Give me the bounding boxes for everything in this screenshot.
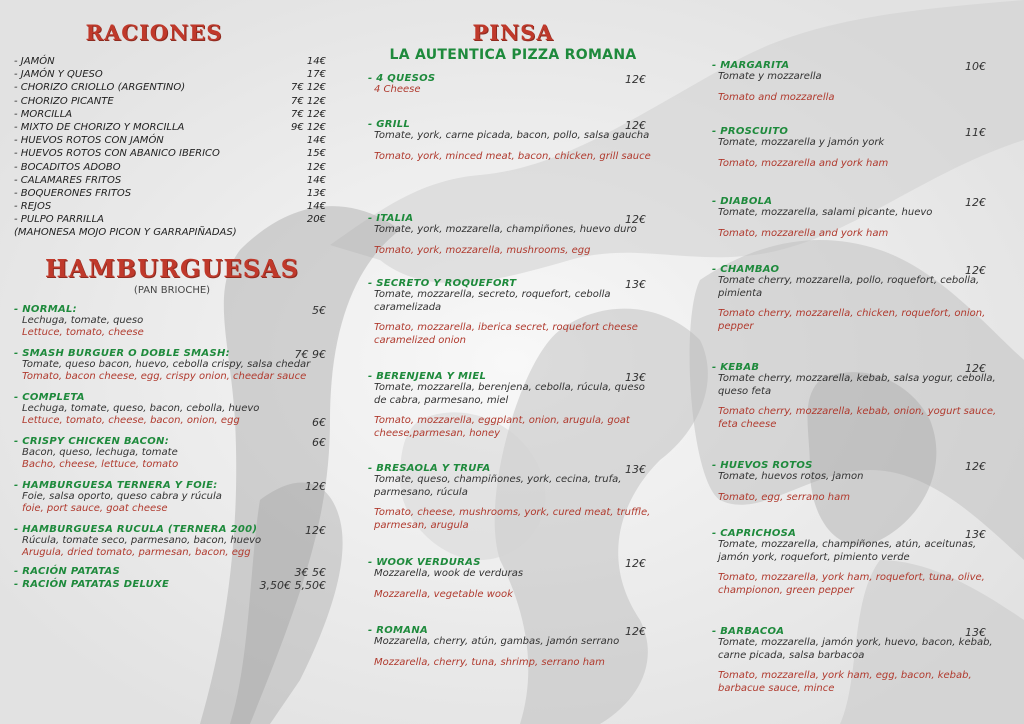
pinsa-name: - SECRETO Y ROQUEFORT (368, 278, 517, 289)
pinsa-name: - CHAMBAO (712, 264, 780, 275)
hamburguesa-desc-en: Tomato, bacon cheese, egg, crispy onion, cheedar sauce (22, 371, 307, 383)
hamburguesa-item (14, 480, 330, 516)
racion-item (14, 81, 330, 94)
pinsa-name: - ITALIA (368, 213, 414, 224)
racion-price: 7€ 12€ (291, 82, 326, 94)
hamburguesa-desc-en: Bacho, cheese, lettuce, tomato (22, 459, 179, 471)
racion-item (14, 200, 330, 213)
pinsa-name: - GRILL (368, 119, 411, 130)
pinsa-desc-es: Tomate cherry, mozzarella, kebab, salsa yogur, cebolla, queso feta (718, 373, 996, 397)
hamburguesa-name: - SMASH BURGUER O DOBLE SMASH: (14, 347, 230, 359)
pinsa-desc-en: Tomato, cheese, mushrooms, york, cured meat, truffle, parmesan, arugula (374, 507, 651, 531)
pinsa-desc-es: Tomate, mozzarella, jamón york, huevo, bacon, kebab, carne picada, salsa barbacoa (718, 637, 993, 661)
raciones-title: RACIONES (85, 20, 223, 45)
pinsa-desc-es: Tomate, york, carne picada, bacon, pollo, salsa gaucha (374, 130, 650, 141)
pinsa-name: - DIABOLA (712, 196, 773, 207)
pinsa-item (712, 460, 998, 504)
hamburguesa-desc-en: Lettuce, tomato, cheese (22, 327, 144, 339)
pinsa-desc-es: Tomate, york, mozzarella, champiñones, huevo duro (374, 224, 637, 235)
pinsa-desc-es: Tomate cherry, mozzarella, pollo, roquefort, cebolla, pimienta (718, 275, 980, 299)
racion-price: 13€ (306, 187, 326, 199)
pinsa-desc-es: Tomate, mozzarella y jamón york (718, 137, 885, 148)
pinsa-price: 12€ (965, 460, 986, 473)
pinsa-desc-en: Mozzarella, cherry, tuna, shrimp, serrano ham (374, 656, 605, 668)
racion-item (14, 226, 330, 239)
hamburguesa-price: 12€ (305, 523, 326, 537)
hamburguesa-price: 3,50€ 5,50€ (259, 578, 326, 592)
pinsa-desc-es: Tomate, huevos rotos, jamon (718, 471, 864, 482)
pinsa-desc-en: Tomato, york, mozzarella, mushrooms, egg (374, 244, 591, 256)
pinsa-price: 12€ (625, 625, 646, 638)
pinsa-item (712, 528, 998, 597)
racion-name: - BOQUERONES FRITOS (14, 187, 132, 199)
hamburguesa-desc-en: Arugula, dried tomato, parmesan, bacon, egg (22, 547, 251, 559)
pinsa-name: - HUEVOS ROTOS (712, 460, 813, 471)
hamburguesa-desc-es: Foie, salsa oporto, queso cabra y rúcula (22, 490, 222, 502)
pinsa-desc-es: Tomate, mozzarella, berenjena, cebolla, rúcula, queso de cabra, parmesano, miel (374, 382, 645, 406)
pinsa-price: 12€ (625, 119, 646, 132)
hamburguesa-price: 3€ 5€ (294, 565, 326, 579)
racion-name: - PULPO PARRILLA (14, 214, 104, 226)
racion-name: - JAMÓN Y QUESO (14, 69, 103, 81)
racion-price: 7€ 12€ (291, 108, 326, 120)
pinsa-name: - BRESAOLA Y TRUFA (368, 463, 491, 474)
hamburguesa-name: - COMPLETA (14, 391, 85, 403)
pinsa-subtitle: LA AUTENTICA PIZZA ROMANA (389, 47, 637, 63)
racion-item (14, 174, 330, 187)
racion-item (14, 213, 330, 226)
pinsa-price: 13€ (625, 463, 646, 476)
pinsa-name: - WOOK VERDURAS (368, 557, 481, 568)
racion-name: (MAHONESA MOJO PICON Y GARRAPIÑADAS) (14, 227, 237, 239)
hamburguesa-price: 12€ (305, 479, 326, 493)
pinsa-desc-es: Tomate, mozzarella, champiñones, atún, aceitunas, jamón york, roquefort, pimiento verde (718, 539, 977, 563)
hamburguesa-item (14, 579, 330, 590)
racion-name: - HUEVOS ROTOS CON ABANICO IBERICO (14, 148, 220, 160)
hamburguesa-price: 6€ (312, 435, 326, 449)
hamburguesa-item (14, 304, 330, 340)
racion-item (14, 161, 330, 174)
racion-item (14, 68, 330, 81)
pinsa-item (712, 196, 998, 240)
pinsa-name: - PROSCUITO (712, 126, 789, 137)
pinsa-item (368, 73, 658, 97)
pinsa-name: - MARGARITA (712, 60, 790, 71)
pinsa-price: 13€ (625, 278, 646, 291)
pinsa-item (368, 213, 658, 257)
hamburguesa-desc-en: Lettuce, tomato, cheese, bacon, onion, egg (22, 415, 240, 427)
pinsa-desc-en: Mozzarella, vegetable wook (374, 588, 513, 600)
racion-price: 14€ (306, 56, 326, 67)
pinsa-name: - ROMANA (368, 625, 429, 636)
pinsa-price: 10€ (965, 60, 986, 73)
pinsa-desc-es: Tomate, queso, champiñones, york, cecina, trufa, parmesano, rúcula (374, 474, 622, 498)
pinsa-item (368, 371, 658, 440)
racion-name: - REJOS (14, 201, 52, 213)
pinsa-price: 12€ (965, 196, 986, 209)
pinsa-desc-es: Tomate, mozzarella, salami picante, huevo (718, 207, 933, 218)
pinsa-item (712, 60, 998, 104)
pinsa-desc-es: Tomate y mozzarella (718, 71, 822, 82)
racion-name: - CHORIZO CRIOLLO (ARGENTINO) (14, 82, 186, 94)
hamburguesa-name: - CRISPY CHICKEN BACON: (14, 435, 170, 447)
column-left (14, 0, 330, 590)
pinsa-price: 11€ (965, 126, 986, 139)
racion-item (14, 95, 330, 108)
hamburguesa-desc-es: Tomate, queso bacon, huevo, cebolla crispy, salsa chedar (22, 358, 311, 370)
racion-name: - JAMÓN (14, 56, 55, 67)
pinsa-price: 13€ (965, 626, 986, 639)
racion-item (14, 55, 330, 68)
hamburguesa-item (14, 566, 330, 577)
pinsa-name: - KEBAB (712, 362, 760, 373)
pinsa-price: 12€ (965, 264, 986, 277)
racion-price: 14€ (306, 174, 326, 186)
racion-price: 12€ (306, 161, 326, 173)
pinsa-item (712, 264, 998, 333)
hamburguesa-price: 7€ 9€ (294, 347, 326, 361)
hamburguesa-name: - HAMBURGUESA RUCULA (TERNERA 200) (14, 523, 258, 535)
racion-price: 7€ 12€ (291, 95, 326, 107)
hamburguesa-desc-es: Lechuga, tomate, queso (22, 314, 144, 326)
pinsa-name: - 4 QUESOS (368, 73, 436, 84)
pinsa-desc-en: Tomato, mozzarella and york ham (718, 227, 889, 239)
hamburguesa-name: - HAMBURGUESA TERNERA Y FOIE: (14, 479, 218, 491)
pinsa-desc-en: Tomato cherry, mozzarella, kebab, onion, yogurt sauce, feta cheese (718, 406, 997, 430)
racion-name: - HUEVOS ROTOS CON JAMÓN (14, 135, 164, 147)
column-middle (368, 0, 658, 668)
hamburguesas-list (14, 304, 330, 590)
pinsa-desc-en: Tomato, mozzarella, york ham, egg, bacon, kebab, barbacue sauce, mince (718, 670, 972, 694)
pinsa-desc-en: Tomato, york, minced meat, bacon, chicken, grill sauce (374, 150, 651, 162)
pinsa-desc-en: Tomato, egg, serrano ham (718, 491, 851, 503)
hamburguesa-name: - RACIÓN PATATAS (14, 565, 120, 577)
racion-name: - MIXTO DE CHORIZO Y MORCILLA (14, 121, 185, 133)
pinsa-desc-es: Tomate, mozzarella, secreto, roquefort, cebolla caramelizada (374, 289, 611, 313)
hamburguesa-desc-en: foie, port sauce, goat cheese (22, 503, 168, 515)
pinsa-desc-en: Tomato, mozzarella, eggplant, onion, arugula, goat cheese,parmesan, honey (374, 415, 630, 439)
pinsa-desc-es: Mozzarella, cherry, atún, gambas, jamón serrano (374, 636, 620, 647)
hamburguesa-price: 5€ (312, 303, 326, 317)
pinsa-desc-en: Tomato, mozzarella and york ham (718, 157, 889, 169)
racion-name: - BOCADITOS ADOBO (14, 161, 121, 173)
hamburguesas-title: HAMBURGUESAS (44, 253, 300, 283)
hamburguesa-name: - NORMAL: (14, 303, 77, 315)
racion-name: - CHORIZO PICANTE (14, 95, 114, 107)
pinsa-price: 12€ (965, 362, 986, 375)
pinsa-item (368, 625, 658, 669)
pinsa-title: PINSA (472, 20, 554, 45)
racion-item (14, 121, 330, 134)
pinsa-desc-en: Tomato, mozzarella, iberica secret, roquefort cheese caramelized onion (374, 322, 638, 346)
racion-item (14, 187, 330, 200)
hamburguesas-subtitle: (PAN BRIOCHE) (133, 284, 211, 296)
pinsa-desc-en: Tomato cherry, mozzarella, chicken, roquefort, onion, pepper (718, 308, 986, 332)
pinsa-item (712, 362, 998, 431)
hamburguesa-desc-es: Lechuga, tomate, queso, bacon, cebolla, huevo (22, 402, 260, 414)
pinsa-price: 13€ (965, 528, 986, 541)
hamburguesa-desc-es: Bacon, queso, lechuga, tomate (22, 446, 178, 458)
hamburguesa-item (14, 436, 330, 472)
racion-name: - CALAMARES FRITOS (14, 174, 122, 186)
racion-price: 9€ 12€ (291, 121, 326, 133)
racion-price: 14€ (306, 201, 326, 213)
pinsa-item (368, 278, 658, 347)
pinsa-price: 12€ (625, 557, 646, 570)
hamburguesa-desc-es: Rúcula, tomate seco, parmesano, bacon, huevo (22, 534, 262, 546)
racion-item (14, 108, 330, 121)
racion-price: 15€ (306, 148, 326, 160)
pinsa-desc-en: 4 Cheese (374, 84, 421, 95)
hamburguesa-item (14, 348, 330, 384)
hamburguesa-name: - RACIÓN PATATAS DELUXE (14, 578, 170, 590)
pinsa-price: 13€ (625, 371, 646, 384)
pinsa-item (712, 626, 998, 695)
racion-item (14, 134, 330, 147)
hamburguesa-item (14, 392, 330, 428)
pinsa-item (368, 119, 658, 163)
pinsa-desc-en: Tomato, mozzarella, york ham, roquefort, tuna, olive, championon, green pepper (718, 572, 985, 596)
hamburguesa-item (14, 524, 330, 560)
pinsa-name: - BARBACOA (712, 626, 785, 637)
racion-name: - MORCILLA (14, 108, 73, 120)
pinsa-item (712, 126, 998, 170)
pinsa-price: 12€ (625, 73, 646, 86)
racion-item (14, 147, 330, 160)
raciones-list (14, 55, 330, 240)
pinsa-price: 12€ (625, 213, 646, 226)
pinsa-desc-es: Mozzarella, wook de verduras (374, 568, 524, 579)
racion-price: 17€ (306, 69, 326, 81)
racion-price: 20€ (306, 214, 326, 226)
racion-price: 14€ (306, 135, 326, 147)
hamburguesa-price: 6€ (312, 415, 326, 429)
pinsa-desc-en: Tomato and mozzarella (718, 91, 835, 103)
pinsa-item (368, 463, 658, 532)
pinsa-name: - CAPRICHOSA (712, 528, 797, 539)
pinsa-item (368, 557, 658, 601)
pinsa-name: - BERENJENA Y MIEL (368, 371, 487, 382)
